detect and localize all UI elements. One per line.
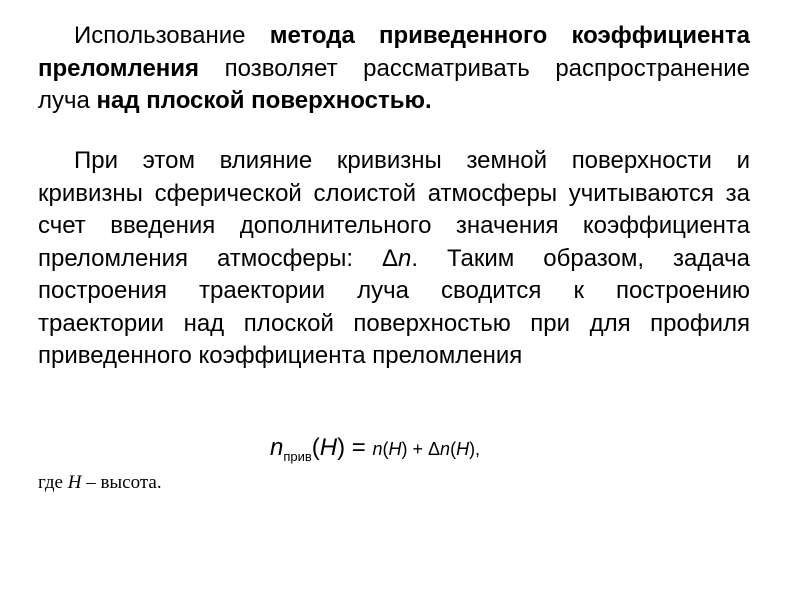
formula-close-3: ), [469,439,481,459]
formula-close-2: ) [401,439,408,459]
formula-n-3: n [440,439,451,459]
formula-H-2: H [388,439,402,459]
formula-subscript: прив [283,449,312,464]
refraction-formula [270,434,480,464]
formula-n: n [270,434,284,461]
formula-note [38,472,162,494]
note-H: H [67,472,82,493]
formula-open-2: ( [382,439,389,459]
formula-n-2: n [372,439,383,459]
note-post: – высота. [81,472,162,493]
intro-text-1: Использование [74,22,270,49]
intro-bold-method: метода приведенного коэффициента преломления [38,22,750,82]
formula-H-3: H [456,439,470,459]
curvature-text: При этом влияние кривизны земной поверхности и кривизны сферической слоистой атмосферы учитываются за счет введения дополнительного значения коэффициента преломления атмосферы: Δ [38,147,750,272]
formula-plus: + [407,439,429,459]
curvature-text-rest: . Таким образом, задача построения траектории луча сводится к построению траектории над плоской поверхностью при для профиля приведенного коэффициента преломления [38,244,750,369]
note-pre: где [38,472,68,493]
formula-open-3: ( [450,439,457,459]
formula-close-1: ) = [337,434,373,461]
intro-bold-surface: над плоской поверхностью. [96,87,432,114]
formula-open-1: ( [311,434,320,461]
paragraph-intro [38,20,750,118]
formula-delta: Δ [428,439,441,459]
intro-text-2: позволяет рассматривать распространение луча [38,54,750,114]
paragraph-curvature [38,145,750,373]
delta-n-symbol: n [397,244,412,272]
formula-H-1: H [319,434,338,461]
